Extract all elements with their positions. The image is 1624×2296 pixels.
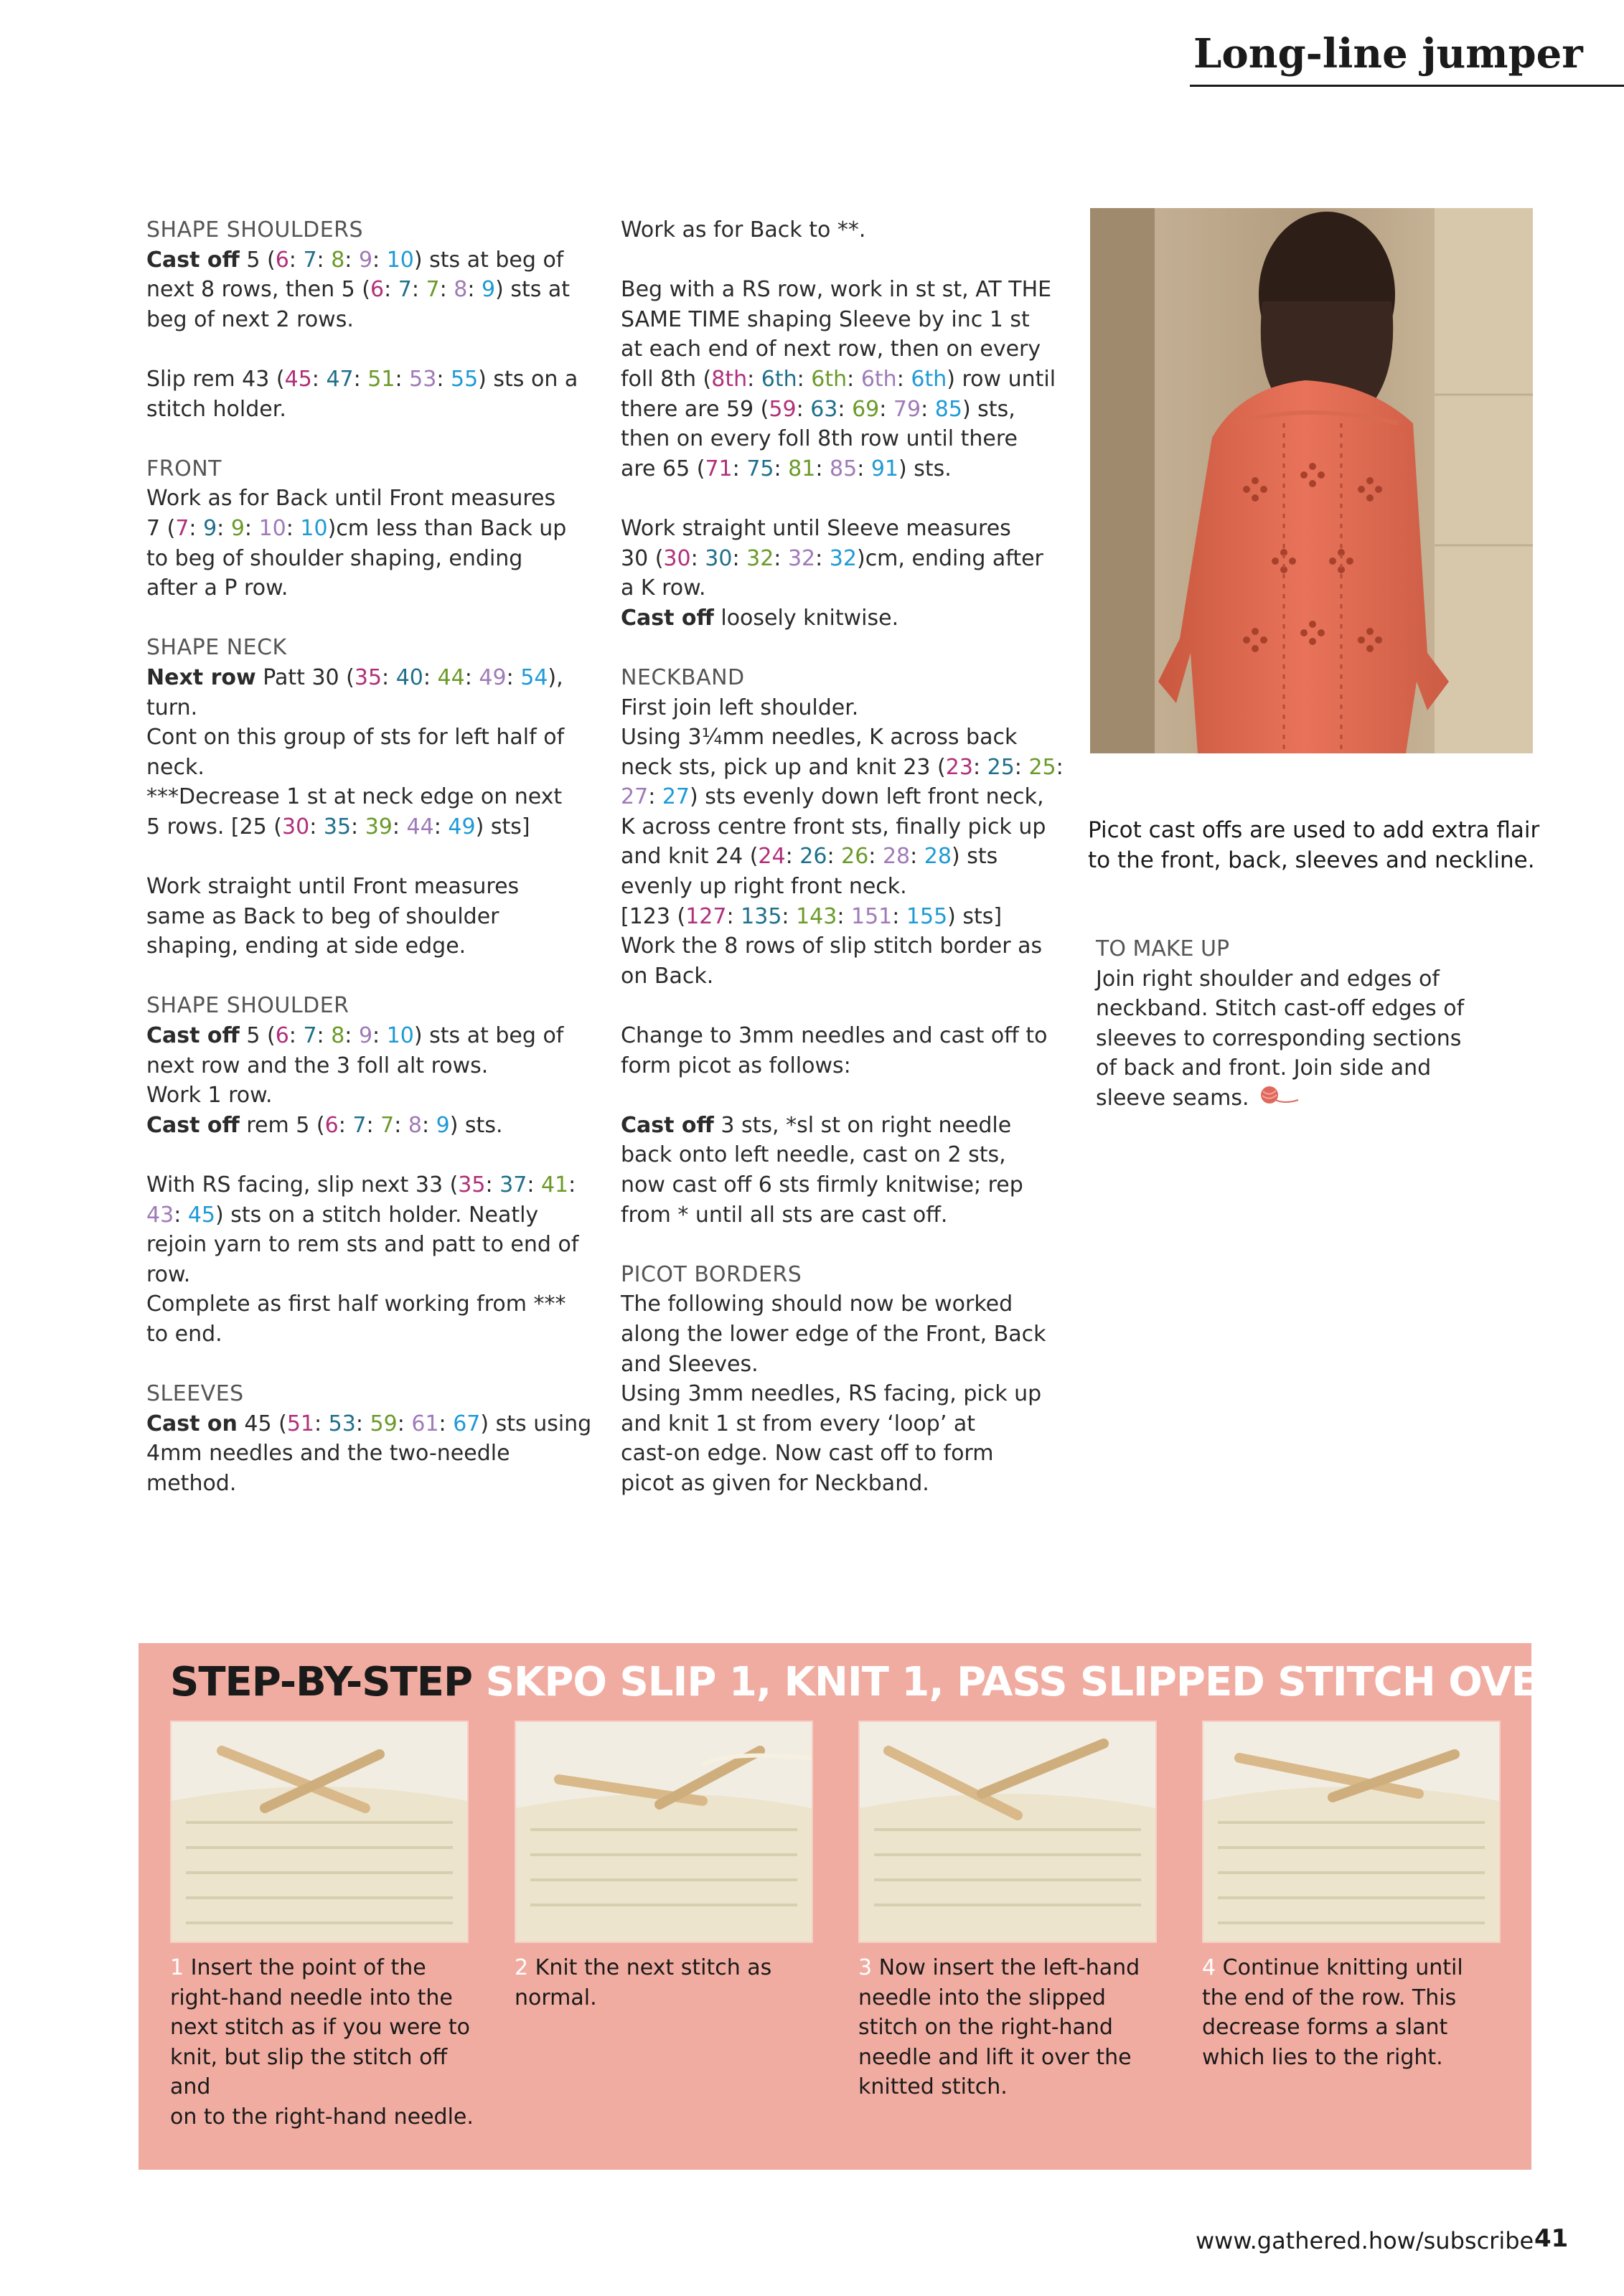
pattern-line: now cast off 6 sts firmly knitwise; rep <box>621 1172 1023 1198</box>
step-line <box>1202 1953 1511 1983</box>
pattern-line: Next row Patt 30 (35: 40: 44: 49: 54), <box>146 664 563 690</box>
pattern-line: Work straight until Front measures <box>146 874 520 900</box>
step-line-text: Now insert the left-hand <box>878 1955 1140 1980</box>
pattern-line: shaping, ending at side edge. <box>146 933 466 959</box>
step-line: which lies to the right. <box>1202 2044 1443 2070</box>
pattern-line: Using 3mm needles, RS facing, pick up <box>621 1381 1042 1407</box>
pattern-line: Cast off 5 (6: 7: 8: 9: 10) sts at beg of <box>146 247 564 273</box>
pattern-line: With RS facing, slip next 33 (35: 37: 41: <box>146 1172 576 1198</box>
step-line: decrease forms a slant <box>1202 2015 1448 2041</box>
pattern-line: Cont on this group of sts for left half of <box>146 725 565 751</box>
section-heading-shape-shoulder: SHAPE SHOULDER <box>146 993 349 1019</box>
pattern-line: are 65 (71: 75: 81: 85: 91) sts. <box>621 456 952 481</box>
pattern-line: on Back. <box>621 963 714 989</box>
pattern-line: neck. <box>146 754 205 780</box>
pattern-line: Complete as first half working from *** <box>146 1292 566 1317</box>
pattern-line: 5 rows. [25 (30: 35: 39: 44: 49) sts] <box>146 814 530 839</box>
pattern-line: back onto left needle, cast on 2 sts, <box>621 1142 1006 1168</box>
pattern-line: and knit 24 (24: 26: 26: 28: 28) sts <box>621 844 998 870</box>
pattern-line: Change to 3mm needles and cast off to <box>621 1023 1048 1049</box>
step-line: normal. <box>515 1985 597 2010</box>
pattern-line: along the lower edge of the Front, Back <box>621 1321 1046 1347</box>
pattern-line: 43: 45) sts on a stitch holder. Neatly <box>146 1202 539 1228</box>
step-line: stitch on the right-hand <box>858 2015 1113 2041</box>
pattern-line-text: sleeve seams. <box>1096 1085 1249 1111</box>
pattern-line: row. <box>146 1261 191 1287</box>
step-line: knitted stitch. <box>858 2074 1008 2100</box>
step-line: the end of the row. This <box>1202 1985 1457 2010</box>
pattern-line: Work the 8 rows of slip stitch border as <box>621 933 1043 959</box>
step-1-photo <box>170 1721 469 1943</box>
page-number: 41 <box>1534 2224 1569 2253</box>
pattern-line: at each end of next row, then on every <box>621 337 1041 362</box>
pattern-line-last <box>1096 1083 1526 1114</box>
step-number: 2 <box>515 1955 529 1980</box>
pattern-line: evenly up right front neck. <box>621 874 907 900</box>
step-number: 4 <box>1202 1955 1216 1980</box>
pattern-line: of back and front. Join side and <box>1096 1055 1432 1081</box>
step-line: next stitch as if you were to <box>170 2015 470 2041</box>
pattern-line: [123 (127: 135: 143: 151: 155) sts] <box>621 903 1003 929</box>
pattern-line: Work 1 row. <box>146 1083 273 1109</box>
pattern-line: and Sleeves. <box>621 1351 759 1377</box>
step-line <box>858 1953 1167 1983</box>
section-heading-front: FRONT <box>146 456 222 481</box>
step-by-step-panel <box>139 1643 1569 2170</box>
step-1-text <box>170 1953 479 2132</box>
pattern-line: from * until all sts are cast off. <box>621 1202 948 1228</box>
pattern-line: to beg of shoulder shaping, ending <box>146 545 523 571</box>
photo-caption-line: Picot cast offs are used to add extra flair <box>1088 817 1540 843</box>
section-heading-shape-neck: SHAPE NECK <box>146 635 287 661</box>
pattern-line: neckband. Stitch cast-off edges of <box>1096 996 1465 1022</box>
section-heading-neckband: NECKBAND <box>621 664 745 690</box>
pattern-line: Cast on 45 (51: 53: 59: 61: 67) sts using <box>146 1411 592 1436</box>
pattern-line: method. <box>146 1470 237 1496</box>
pattern-line: then on every foll 8th row until there <box>621 426 1018 452</box>
pattern-line: Work straight until Sleeve measures <box>621 515 1011 541</box>
pattern-line: picot as given for Neckband. <box>621 1470 929 1496</box>
pattern-line: First join left shoulder. <box>621 695 859 720</box>
pattern-line: Work as for Back until Front measures <box>146 486 556 512</box>
step-by-step-title-white: SKPO SLIP 1, KNIT 1, PASS SLIPPED STITCH OVER <box>472 1659 1569 1705</box>
pattern-line: after a P row. <box>146 575 288 601</box>
pattern-line: next row and the 3 foll alt rows. <box>146 1053 489 1078</box>
pattern-line: ***Decrease 1 st at neck edge on next <box>146 784 563 810</box>
step-3-text <box>858 1953 1167 2102</box>
step-line: knit, but slip the stitch off and <box>170 2044 448 2100</box>
photo-caption <box>1088 815 1540 875</box>
pattern-line: The following should now be worked <box>621 1292 1013 1317</box>
step-line-text: Knit the next stitch as <box>535 1955 772 1980</box>
pattern-line: Cast off 5 (6: 7: 8: 9: 10) sts at beg of <box>146 1023 564 1049</box>
step-by-step-title <box>170 1659 1568 1705</box>
step-line: needle into the slipped <box>858 1985 1106 2010</box>
jumper-photo <box>1090 208 1533 753</box>
step-2-photo <box>515 1721 813 1943</box>
pattern-line: to end. <box>146 1321 222 1347</box>
pattern-line: neck sts, pick up and knit 23 (23: 25: 25: <box>621 754 1064 780</box>
pattern-line: stitch holder. <box>146 396 286 422</box>
step-line: right-hand needle into the <box>170 1985 453 2010</box>
pattern-line: foll 8th (8th: 6th: 6th: 6th: 6th) row until <box>621 366 1056 392</box>
step-line-text: Insert the point of the <box>190 1955 426 1980</box>
section-heading-shape-shoulders: SHAPE SHOULDERS <box>146 217 364 243</box>
make-up-section <box>1096 934 1526 1114</box>
page-title: Long-line jumper <box>1193 30 1583 77</box>
pattern-line: Join right shoulder and edges of <box>1096 966 1440 992</box>
pattern-line: a K row. <box>621 575 706 601</box>
pattern-line: K across centre front sts, finally pick up <box>621 814 1046 839</box>
pattern-line: there are 59 (59: 63: 69: 79: 85) sts, <box>621 396 1015 422</box>
section-heading-picot-borders: PICOT BORDERS <box>621 1261 802 1287</box>
pattern-line: form picot as follows: <box>621 1053 851 1078</box>
section-heading-sleeves: SLEEVES <box>146 1381 244 1407</box>
pattern-line: Cast off rem 5 (6: 7: 7: 8: 9) sts. <box>146 1112 503 1138</box>
step-2-text <box>515 1953 823 2013</box>
header-rule <box>1190 85 1624 87</box>
pattern-line: sleeves to corresponding sections <box>1096 1025 1462 1051</box>
step-number: 3 <box>858 1955 873 1980</box>
pattern-line: 30 (30: 30: 32: 32: 32)cm, ending after <box>621 545 1043 571</box>
pattern-line: Beg with a RS row, work in st st, AT THE <box>621 277 1052 303</box>
pattern-line: cast-on edge. Now cast off to form <box>621 1441 994 1467</box>
pattern-column-middle <box>621 215 1066 1499</box>
pattern-line: and knit 1 st from every ‘loop’ at <box>621 1411 976 1436</box>
pattern-line: SAME TIME shaping Sleeve by inc 1 st <box>621 306 1030 332</box>
pattern-line: Cast off loosely knitwise. <box>621 605 899 631</box>
pattern-line: 27: 27) sts evenly down left front neck, <box>621 784 1044 810</box>
pattern-line: 4mm needles and the two-needle <box>146 1441 510 1467</box>
step-4-photo <box>1202 1721 1501 1943</box>
step-line: needle and lift it over the <box>858 2044 1132 2070</box>
pattern-column-left <box>146 215 591 1499</box>
step-number: 1 <box>170 1955 184 1980</box>
pattern-line: turn. <box>146 695 198 720</box>
pattern-line: 7 (7: 9: 9: 10: 10)cm less than Back up <box>146 515 567 541</box>
step-line: on to the right-hand needle. <box>170 2104 474 2130</box>
step-line <box>170 1953 479 1983</box>
photo-caption-line: to the front, back, sleeves and neckline. <box>1088 847 1535 873</box>
step-by-step-title-black: STEP-BY-STEP <box>170 1659 473 1705</box>
yarn-ball-icon <box>1259 1084 1300 1114</box>
section-heading-to-make-up: TO MAKE UP <box>1096 936 1230 961</box>
pattern-line: Using 3¼mm needles, K across back <box>621 725 1018 751</box>
pattern-line: Work as for Back to **. <box>621 217 866 243</box>
pattern-line: Slip rem 43 (45: 47: 51: 53: 55) sts on a <box>146 366 578 392</box>
step-3-photo <box>858 1721 1157 1943</box>
step-4-text <box>1202 1953 1511 2072</box>
footer-url-link[interactable]: www.gathered.how/subscribe <box>1196 2227 1534 2254</box>
pattern-line: Cast off 3 sts, *sl st on right needle <box>621 1112 1012 1138</box>
pattern-line: next 8 rows, then 5 (6: 7: 7: 8: 9) sts at <box>146 277 571 303</box>
step-line <box>515 1953 823 1983</box>
pattern-line: rejoin yarn to rem sts and patt to end of <box>146 1232 579 1258</box>
pattern-line: beg of next 2 rows. <box>146 306 354 332</box>
pattern-line: same as Back to beg of shoulder <box>146 903 499 929</box>
step-line-text: Continue knitting until <box>1222 1955 1463 1980</box>
